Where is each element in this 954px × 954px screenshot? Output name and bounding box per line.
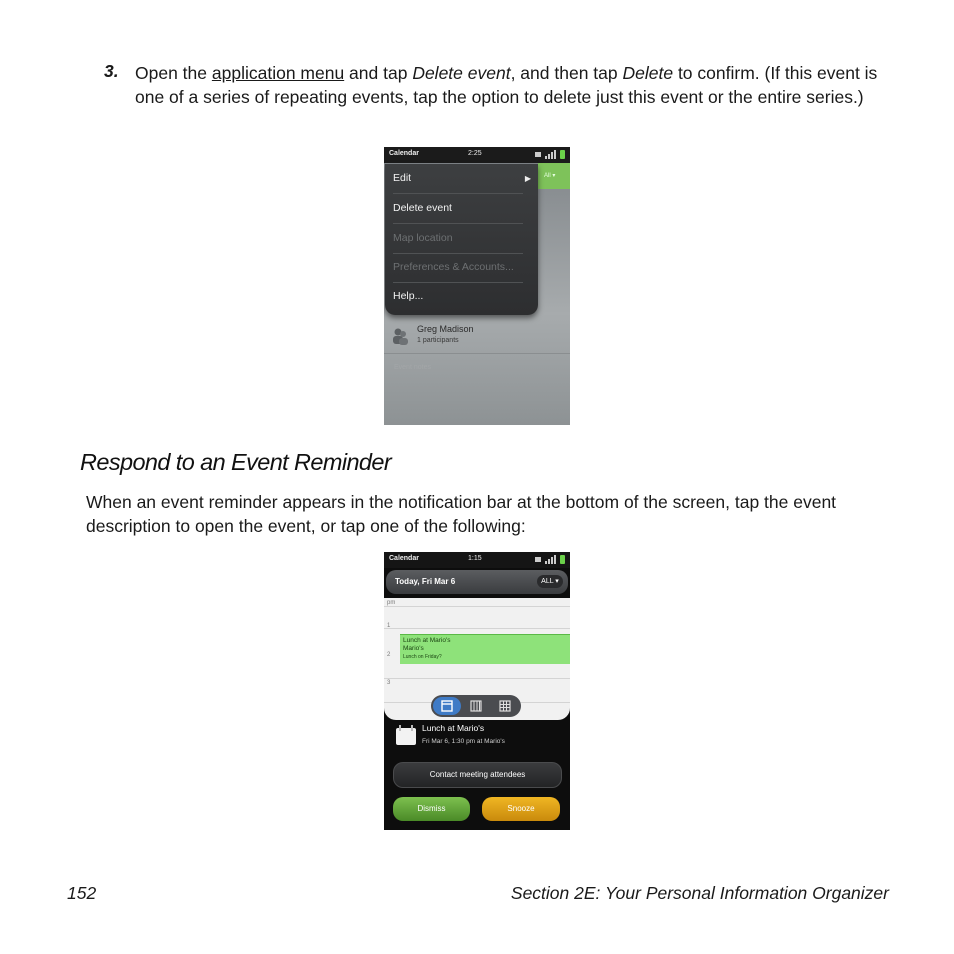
status-time: 2:25 (468, 150, 482, 157)
application-menu (385, 164, 538, 315)
section-title: Section 2E: Your Personal Information Organizer (510, 883, 889, 903)
day-view-icon (433, 697, 461, 715)
day-header[interactable] (386, 570, 568, 594)
contact-attendees-button[interactable]: Contact meeting attendees (393, 762, 562, 788)
event-reminder-screenshot (384, 552, 570, 830)
step-text-4: to confirm. (If this event is one of a series of repeating events, tap the option to delete just this event or the entire series.) (135, 63, 878, 107)
hour-line (384, 628, 570, 629)
step-text-3: , and then tap (510, 63, 623, 83)
status-bar (384, 552, 570, 568)
calendar-menu-screenshot (384, 147, 570, 425)
menu-item-edit[interactable] (393, 164, 531, 194)
hour-line (384, 606, 570, 607)
week-view-button[interactable] (462, 697, 490, 715)
calendar-reminder-icon (395, 724, 417, 746)
hour-label: 2 (387, 652, 391, 658)
hour-label: 1 (387, 623, 391, 629)
application-menu-link[interactable]: application menu (211, 63, 345, 83)
menu-item-preferences-label: Preferences & Accounts... (393, 261, 514, 273)
step-number: 3. (104, 61, 119, 81)
hour-label: 3 (387, 680, 391, 686)
hour-line (384, 678, 570, 679)
section-heading: Respond to an Event Reminder (80, 449, 392, 475)
signal-battery-icon (534, 554, 566, 565)
delete-term: Delete (622, 63, 674, 83)
menu-item-map-location-label: Map location (393, 232, 453, 244)
status-bar (384, 147, 570, 163)
participants-icon (392, 327, 408, 345)
status-time: 1:15 (468, 555, 482, 562)
event-title: Lunch at Mario's (403, 637, 451, 644)
step-text (135, 61, 895, 109)
signal-battery-icon (534, 149, 566, 160)
reminder-title[interactable]: Lunch at Mario's (422, 723, 485, 733)
day-title: Today, Fri Mar 6 (395, 577, 456, 586)
menu-item-map-location (393, 224, 523, 254)
view-filter-label: All ▾ (544, 173, 556, 179)
month-view-button[interactable] (491, 697, 519, 715)
step-text-1: Open the (135, 63, 212, 83)
divider (384, 353, 570, 354)
event-notes-field[interactable]: Event notes (394, 364, 431, 371)
view-filter-strip (538, 163, 570, 189)
menu-item-preferences (393, 253, 523, 283)
participant-name: Greg Madison (417, 324, 474, 334)
view-switcher (431, 695, 521, 717)
status-app-name: Calendar (389, 150, 419, 157)
step-text-2: and tap (344, 63, 413, 83)
calendar-event[interactable] (400, 634, 570, 664)
month-view-icon (491, 697, 519, 715)
calendar-filter-button[interactable]: ALL ▾ (537, 575, 563, 588)
submenu-arrow-icon: ▶ (524, 174, 531, 183)
week-view-icon (462, 697, 490, 715)
hour-label: pm (387, 600, 396, 606)
menu-item-delete-event-label: Delete event (393, 202, 452, 214)
event-note: Lunch on Friday? (403, 654, 442, 660)
event-location: Mario's (403, 645, 424, 652)
menu-item-delete-event[interactable] (393, 194, 523, 224)
snooze-button[interactable]: Snooze (482, 797, 560, 821)
reminder-details[interactable]: Fri Mar 6, 1:30 pm at Mario's (422, 738, 505, 745)
status-app-name: Calendar (389, 555, 419, 562)
delete-event-term: Delete event (412, 63, 511, 83)
participant-count: 1 participants (417, 337, 459, 344)
dismiss-button[interactable]: Dismiss (393, 797, 470, 821)
menu-item-edit-label: Edit (393, 172, 412, 184)
menu-item-help[interactable] (393, 282, 523, 311)
page-number: 152 (67, 883, 97, 903)
body-paragraph: When an event reminder appears in the notification bar at the bottom of the screen, tap the event description to open the event, or tap one of the following: (86, 492, 837, 536)
menu-item-help-label: Help... (393, 290, 424, 302)
day-view-button[interactable] (433, 697, 461, 715)
